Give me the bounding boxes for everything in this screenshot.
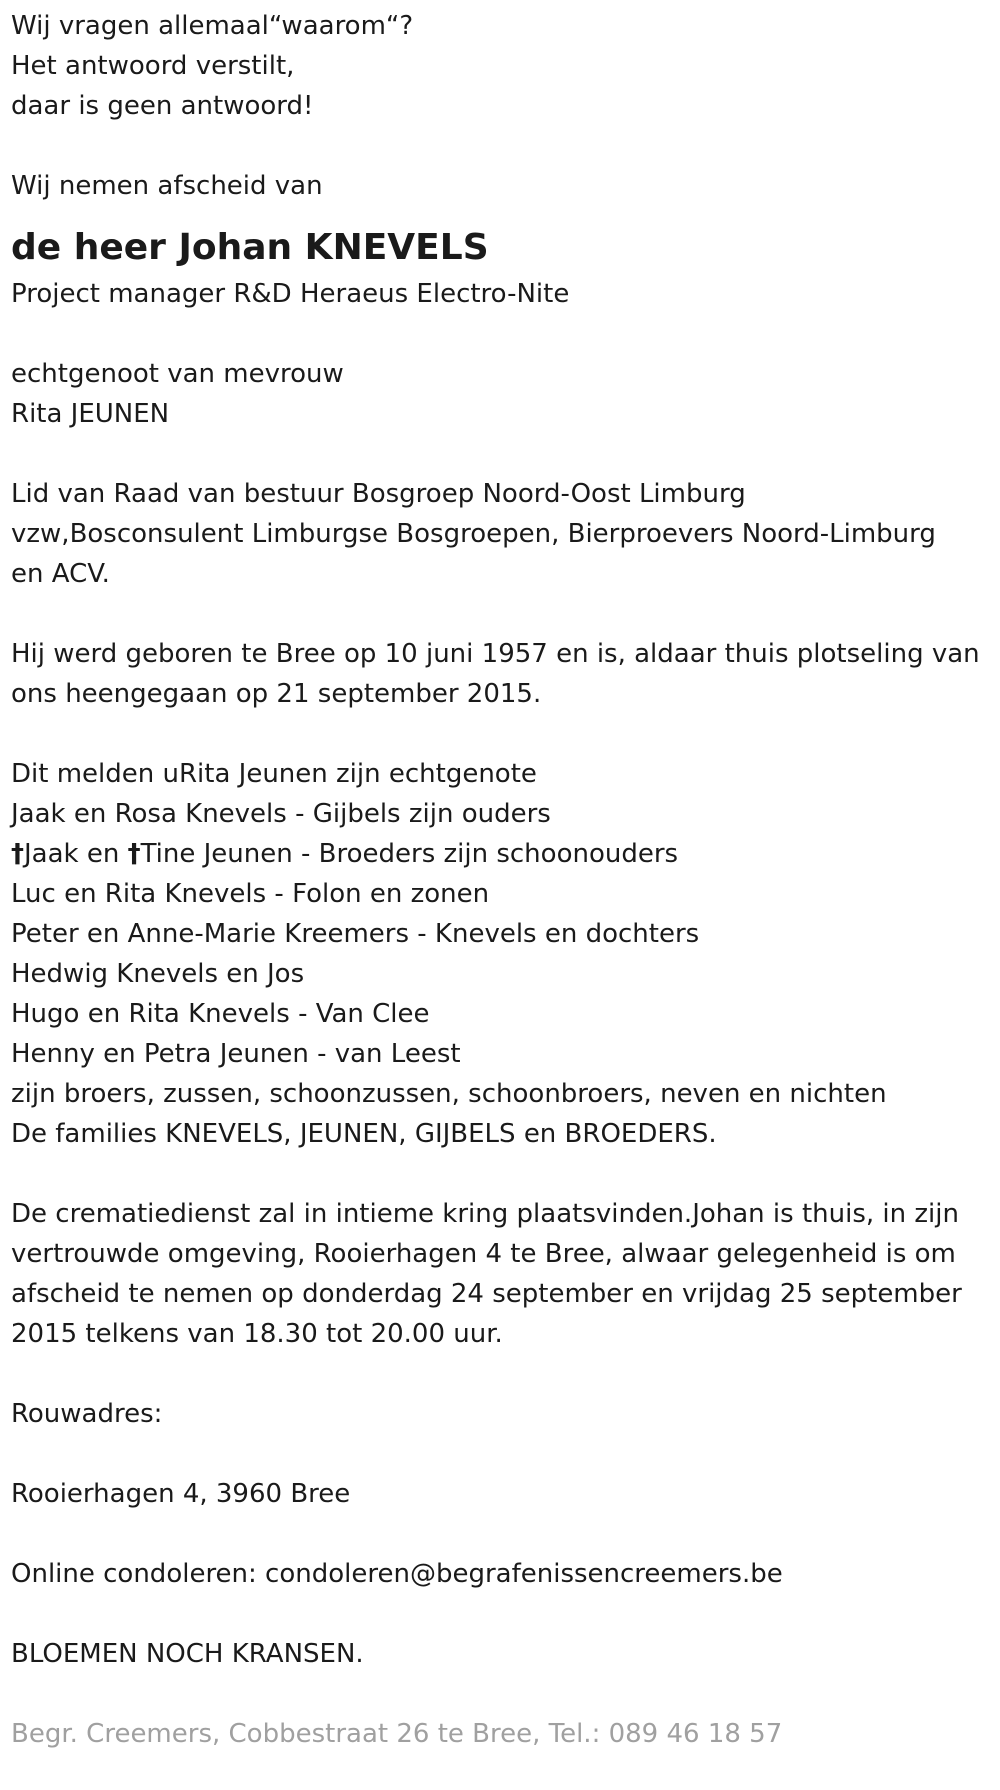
spacer [11, 434, 986, 474]
spacer [11, 314, 986, 354]
spacer [11, 594, 986, 634]
mourners-line-6: Hedwig Knevels en Jos [11, 959, 305, 989]
cross-icon: † [11, 839, 24, 869]
service-line-4: 2015 telkens van 18.30 tot 20.00 uur. [11, 1319, 503, 1349]
birth-death-line-2: ons heengegaan op 21 september 2015. [11, 679, 542, 709]
mourners-line-8: Henny en Petra Jeunen - van Leest [11, 1039, 461, 1069]
condolences-line: Online condoleren: condoleren@begrafenissencreemers.be [11, 1559, 783, 1589]
service-line-1: De crematiedienst zal in intieme kring plaatsvinden.Johan is thuis, in zijn [11, 1199, 959, 1229]
deceased-name: de heer Johan KNEVELS [11, 227, 489, 268]
mourners-line-3 [11, 834, 986, 874]
funeral-home-footer: Begr. Creemers, Cobbestraat 26 te Bree, Tel.: 089 46 18 57 [11, 1719, 783, 1749]
spacer [11, 1154, 986, 1194]
poem-line-1: Wij vragen allemaal“waarom“? [11, 11, 414, 41]
spacer [11, 714, 986, 754]
mourners-line-4: Luc en Rita Knevels - Folon en zonen [11, 879, 490, 909]
membership-line-1: Lid van Raad van bestuur Bosgroep Noord-Oost Limburg [11, 479, 746, 509]
spouse-relation: echtgenoot van mevrouw [11, 359, 344, 389]
spacer [11, 1354, 986, 1394]
spacer [11, 1674, 986, 1714]
mourners-line-2: Jaak en Rosa Knevels - Gijbels zijn ouders [11, 799, 551, 829]
mourners-line-10: De families KNEVELS, JEUNEN, GIJBELS en BROEDERS. [11, 1119, 717, 1149]
cross-icon: † [127, 839, 141, 869]
mourners-line-3-part1: Jaak en [24, 839, 128, 869]
mourners-line-1: Dit melden uRita Jeunen zijn echtgenote [11, 759, 537, 789]
spacer [11, 1434, 986, 1474]
birth-death-line-1: Hij werd geboren te Bree op 10 juni 1957 en is, aldaar thuis plotseling van [11, 639, 980, 669]
mourners-line-7: Hugo en Rita Knevels - Van Clee [11, 999, 430, 1029]
service-line-2: vertrouwde omgeving, Rooierhagen 4 te Bree, alwaar gelegenheid is om [11, 1239, 956, 1269]
address-value: Rooierhagen 4, 3960 Bree [11, 1479, 351, 1509]
spacer [11, 1514, 986, 1554]
intro-text: Wij nemen afscheid van [11, 171, 323, 201]
spacer [11, 126, 986, 166]
service-line-3: afscheid te nemen op donderdag 24 september en vrijdag 25 september [11, 1279, 962, 1309]
mourners-line-9: zijn broers, zussen, schoonzussen, schoonbroers, neven en nichten [11, 1079, 887, 1109]
spacer [11, 1594, 986, 1634]
membership-line-2: vzw,Bosconsulent Limburgse Bosgroepen, Bierproevers Noord-Limburg [11, 519, 936, 549]
spouse-name: Rita JEUNEN [11, 399, 170, 429]
mourners-line-5: Peter en Anne-Marie Kreemers - Knevels en dochters [11, 919, 700, 949]
membership-line-3: en ACV. [11, 559, 110, 589]
poem-line-2: Het antwoord verstilt, [11, 51, 295, 81]
deceased-role: Project manager R&D Heraeus Electro-Nite [11, 279, 570, 309]
spacer [11, 206, 986, 218]
address-label: Rouwadres: [11, 1399, 163, 1429]
mourners-line-3-part2: Tine Jeunen - Broeders zijn schoonouders [140, 839, 679, 869]
poem-line-3: daar is geen antwoord! [11, 91, 314, 121]
flowers-notice: BLOEMEN NOCH KRANSEN. [11, 1639, 364, 1669]
